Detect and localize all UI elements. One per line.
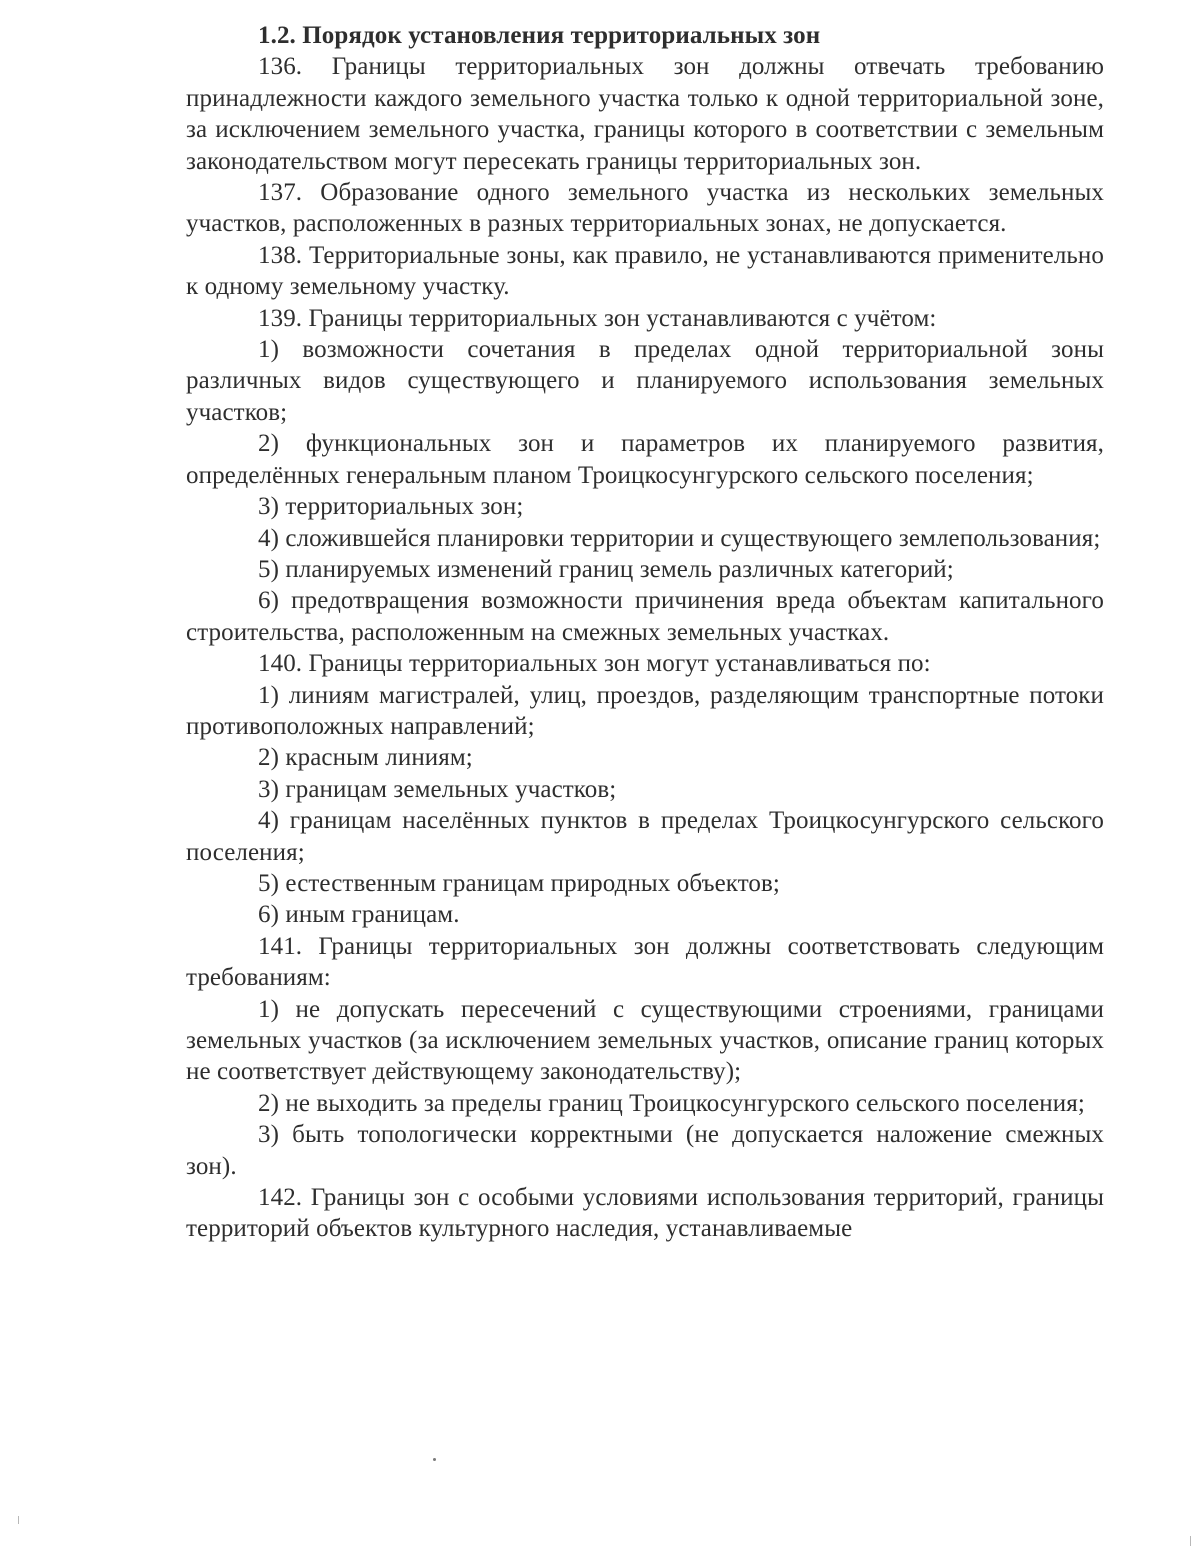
clause-139: 139. Границы территориальных зон устанавливаются с учётом: xyxy=(258,304,937,332)
scan-artifact-dot xyxy=(433,1458,436,1461)
clause-140-item-6: 6) иным границам. xyxy=(258,901,460,929)
clause-139-item-5: 5) планируемых изменений границ земель различных категорий; xyxy=(258,555,954,583)
clause-139-item-6: 6) предотвращения возможности причинения вреда объектам капитального строительства, расположенным на смежных земельных участках. xyxy=(186,587,1104,646)
clause-140-item-3: 3) границам земельных участков; xyxy=(258,775,617,803)
clause-140-item-5: 5) естественным границам природных объектов; xyxy=(258,869,780,897)
clause-137: 137. Образование одного земельного участка из нескольких земельных участков, расположенных в разных территориальных зонах, не допускается. xyxy=(186,179,1104,238)
clause-141-item-2: 2) не выходить за пределы границ Троицкосунгурского сельского поселения; xyxy=(258,1089,1085,1117)
clause-139-item-3: 3) территориальных зон; xyxy=(258,493,524,521)
clause-140-item-4: 4) границам населённых пунктов в пределах Троицкосунгурского сельского поселения; xyxy=(186,807,1104,866)
clause-139-item-4: 4) сложившейся планировки территории и существующего землепользования; xyxy=(258,524,1101,552)
clause-141-item-3: 3) быть топологически корректными (не допускается наложение смежных зон). xyxy=(186,1121,1104,1180)
document-body xyxy=(186,20,1104,1245)
clause-142: 142. Границы зон с особыми условиями использования территорий, границы территорий объектов культурного наследия, устанавливаемые xyxy=(186,1184,1104,1243)
clause-140-item-1: 1) линиям магистралей, улиц, проездов, разделяющим транспортные потоки противоположных направлений; xyxy=(186,681,1104,740)
clause-140-item-2: 2) красным линиям; xyxy=(258,744,473,772)
clause-139-item-1: 1) возможности сочетания в пределах одной территориальной зоны различных видов существующего и планируемого использования земельных участков; xyxy=(186,336,1104,426)
scan-artifact-mark-left xyxy=(18,1516,19,1524)
clause-138: 138. Территориальные зоны, как правило, не устанавливаются применительно к одному земельному участку. xyxy=(186,241,1104,301)
clause-141: 141. Границы территориальных зон должны соответствовать следующим требованиям: xyxy=(186,932,1104,992)
clause-136: 136. Границы территориальных зон должны отвечать требованию принадлежности каждого земельного участка только к одной территориальной зоне, за исключением земельного участка, границы которого в соответствии с земельным законодательством могут пересекать границы территориальных зон. xyxy=(186,53,1104,175)
clause-140: 140. Границы территориальных зон могут устанавливаться по: xyxy=(258,650,931,678)
clause-141-item-1: 1) не допускать пересечений с существующими строениями, границами земельных участков (за исключением земельных участков, описание границ которых не соответствует действующему законодательству); xyxy=(186,995,1104,1086)
scan-artifact-mark-right xyxy=(1190,1536,1191,1546)
section-heading: 1.2. Порядок установления территориальных зон xyxy=(258,22,821,49)
clause-139-item-2: 2) функциональных зон и параметров их планируемого развития, определённых генеральным планом Троицкосунгурского сельского поселения; xyxy=(186,430,1104,489)
